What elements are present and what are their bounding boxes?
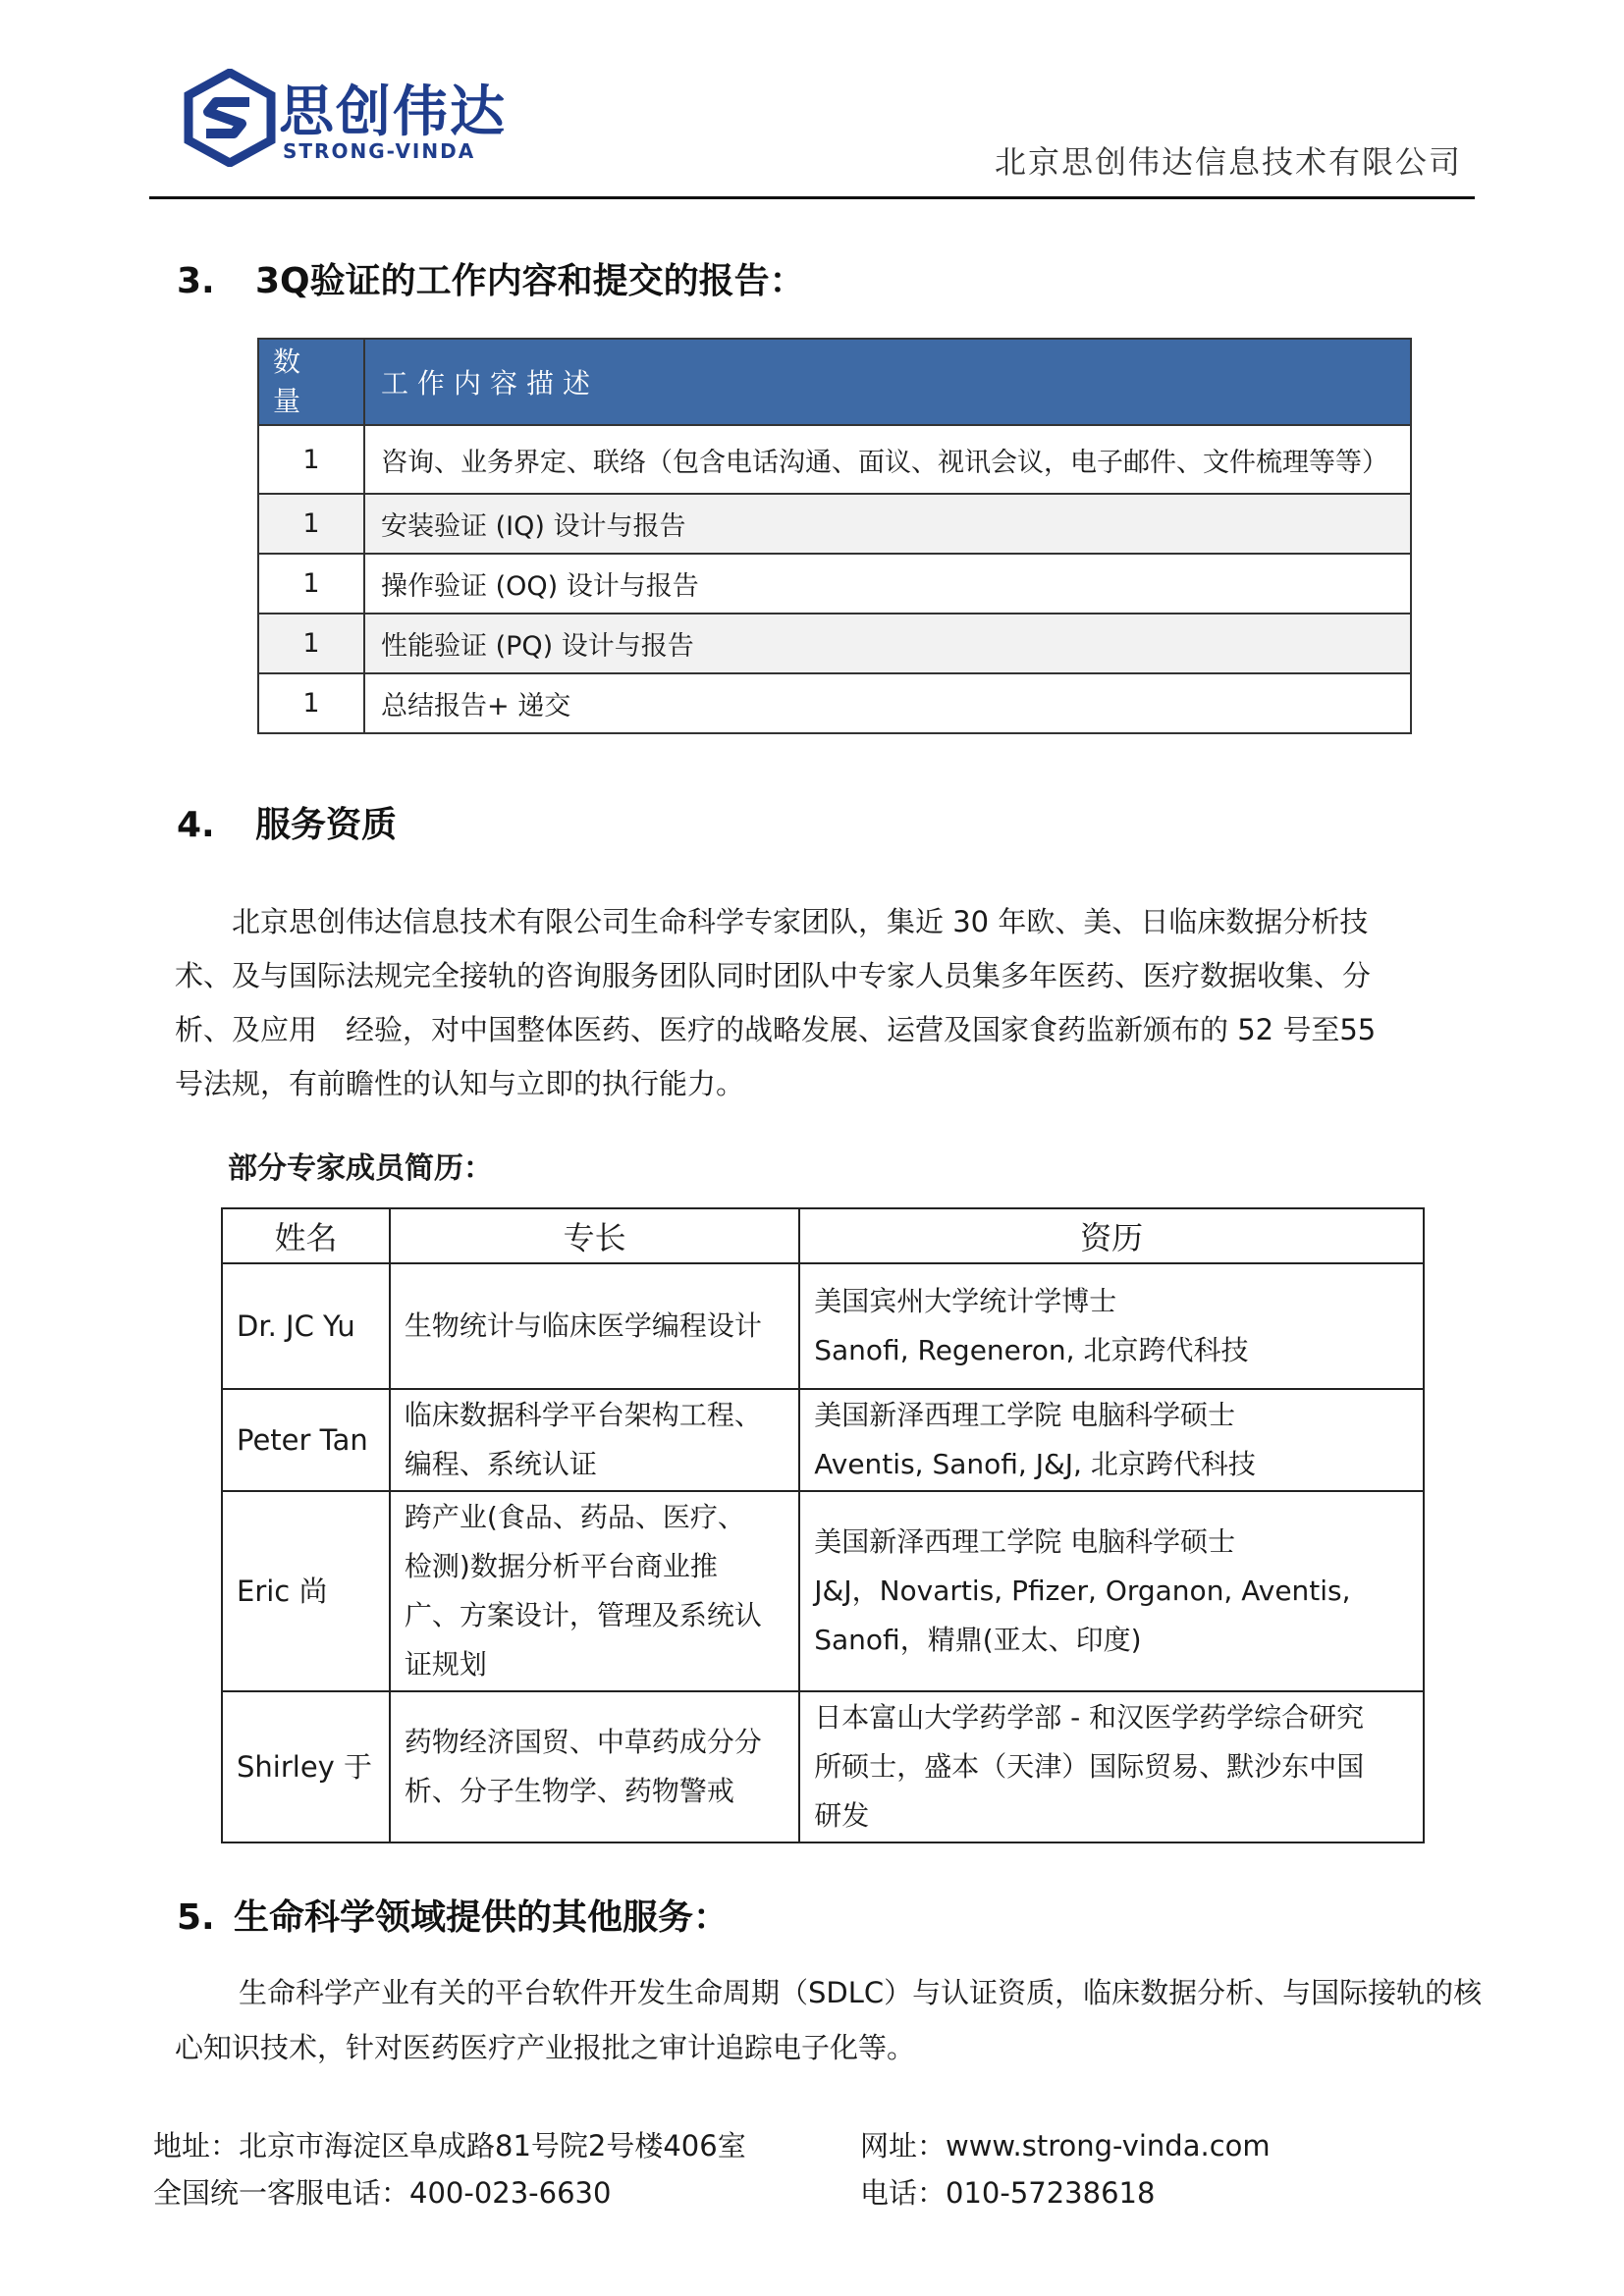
paragraph-line: 术、及与国际法规完全接轨的咨询服务团队同时团队中专家人员集多年医药、医疗数据收集、分 [175, 959, 1372, 992]
history-line: Aventis, Sanofi, J&J, 北京跨代科技 [814, 1448, 1256, 1480]
other-services-paragraph [175, 1965, 1483, 2075]
expert-name: Peter Tan [222, 1389, 390, 1491]
paragraph-line: 号法规，有前瞻性的认知与立即的执行能力。 [175, 1067, 745, 1100]
table-row [222, 1691, 1424, 1842]
expert-history [799, 1263, 1424, 1389]
row-description: 性能验证 (PQ) 设计与报告 [364, 614, 1411, 673]
company-name: 北京思创伟达信息技术有限公司 [994, 143, 1462, 181]
specialty-line: 生物统计与临床医学编程设计 [404, 1309, 762, 1342]
specialty-line: 临床数据科学平台架构工程、 [404, 1399, 762, 1431]
header-quantity [258, 339, 364, 425]
expert-name: Eric 尚 [222, 1491, 390, 1691]
section-3-number: 3. [177, 261, 215, 301]
table-row [258, 614, 1411, 673]
expert-specialty [390, 1491, 799, 1691]
history-line: 美国新泽西理工学院 电脑科学硕士 [814, 1399, 1236, 1431]
header-quantity-line2: 量 [273, 385, 301, 417]
row-quantity: 1 [258, 614, 364, 673]
expert-specialty [390, 1691, 799, 1842]
row-quantity: 1 [258, 554, 364, 614]
footer-hotline: 全国统一客服电话：400-023-6630 [153, 2176, 612, 2210]
paragraph-line: 析、及应用 经验，对中国整体医药、医疗的战略发展、运营及国家食药监新颁布的 52 号至55 [175, 1013, 1377, 1046]
footer-website[interactable]: 网址：www.strong-vinda.com [860, 2129, 1271, 2163]
table-header-row [258, 339, 1411, 425]
expert-specialty [390, 1263, 799, 1389]
row-description: 操作验证 (OQ) 设计与报告 [364, 554, 1411, 614]
footer-right [860, 2122, 1271, 2216]
logo-hexagon-icon [181, 69, 279, 167]
page-header [0, 0, 1624, 206]
row-quantity: 1 [258, 425, 364, 494]
experts-subtitle: 部分专家成员简历： [228, 1151, 493, 1186]
history-line: Sanofi, Regeneron, 北京跨代科技 [814, 1334, 1249, 1366]
specialty-line: 广、方案设计，管理及系统认 [404, 1599, 762, 1631]
history-line: 日本富山大学药学部 - 和汉医学药学综合研究 [814, 1701, 1365, 1734]
section-5-number: 5. [177, 1897, 215, 1938]
qualification-paragraph [175, 895, 1412, 1111]
table-row [222, 1389, 1424, 1491]
paragraph-line: 北京思创伟达信息技术有限公司生命科学专家团队，集近 30 年欧、美、日临床数据分析技 [232, 905, 1369, 938]
table-row [222, 1263, 1424, 1389]
section-4-number: 4. [177, 805, 215, 845]
specialty-line: 跨产业(食品、药品、医疗、 [404, 1501, 745, 1533]
expert-history [799, 1691, 1424, 1842]
expert-history [799, 1389, 1424, 1491]
table-row [222, 1491, 1424, 1691]
history-line: 美国宾州大学统计学博士 [814, 1285, 1117, 1317]
history-line: 美国新泽西理工学院 电脑科学硕士 [814, 1525, 1236, 1558]
specialty-line: 检测)数据分析平台商业推 [404, 1550, 718, 1582]
expert-name: Shirley 于 [222, 1691, 390, 1842]
header-specialty: 专长 [390, 1208, 799, 1263]
specialty-line: 编程、系统认证 [404, 1448, 597, 1480]
specialty-line: 药物经济国贸、中草药成分分 [404, 1726, 762, 1758]
paragraph-line: 心知识技术，针对医药医疗产业报批之审计追踪电子化等。 [175, 2031, 916, 2064]
section-3-heading: 3Q验证的工作内容和提交的报告： [255, 261, 805, 301]
logo-english-text: STRONG-VINDA [283, 139, 476, 163]
row-description: 安装验证 (IQ) 设计与报告 [364, 494, 1411, 554]
row-description: 总结报告+ 递交 [364, 673, 1411, 733]
row-quantity: 1 [258, 673, 364, 733]
header-divider [149, 196, 1475, 199]
history-line: J&J，Novartis, Pfizer, Organon, Aventis, [814, 1575, 1351, 1607]
expert-history [799, 1491, 1424, 1691]
company-logo [181, 69, 507, 167]
3q-work-table [257, 338, 1412, 734]
specialty-line: 析、分子生物学、药物警戒 [404, 1775, 734, 1807]
footer-address: 地址：北京市海淀区阜成路81号院2号楼406室 [153, 2129, 746, 2163]
table-row [258, 494, 1411, 554]
section-4-heading: 服务资质 [255, 805, 398, 845]
row-quantity: 1 [258, 494, 364, 554]
history-line: 研发 [814, 1799, 870, 1832]
header-name: 姓名 [222, 1208, 390, 1263]
logo-chinese-text: 思创伟达 [279, 80, 507, 144]
table-row [258, 673, 1411, 733]
footer-phone: 电话：010-57238618 [860, 2176, 1156, 2210]
row-description: 咨询、业务界定、联络（包含电话沟通、面议、视讯会议，电子邮件、文件梳理等等） [364, 425, 1411, 494]
footer-left [153, 2122, 746, 2216]
section-5-heading: 生命科学领域提供的其他服务： [234, 1897, 730, 1938]
section-4-title [177, 797, 397, 847]
section-3-title [177, 253, 805, 303]
expert-specialty [390, 1389, 799, 1491]
history-line: 所硕士，盛本（天津）国际贸易、默沙东中国 [814, 1750, 1365, 1783]
expert-name: Dr. JC Yu [222, 1263, 390, 1389]
header-description: 工作内容描述 [364, 339, 1411, 425]
header-quantity-line1: 数 [273, 346, 301, 378]
specialty-line: 证规划 [404, 1648, 487, 1681]
experts-table [221, 1207, 1425, 1843]
history-line: Sanofi，精鼎(亚太、印度) [814, 1624, 1142, 1656]
header-history: 资历 [799, 1208, 1424, 1263]
section-5-title [177, 1890, 729, 1940]
experts-header-row [222, 1208, 1424, 1263]
table-row [258, 425, 1411, 494]
table-row [258, 554, 1411, 614]
paragraph-line: 生命科学产业有关的平台软件开发生命周期（SDLC）与认证资质，临床数据分析、与国际接轨的核 [210, 1976, 1483, 2009]
